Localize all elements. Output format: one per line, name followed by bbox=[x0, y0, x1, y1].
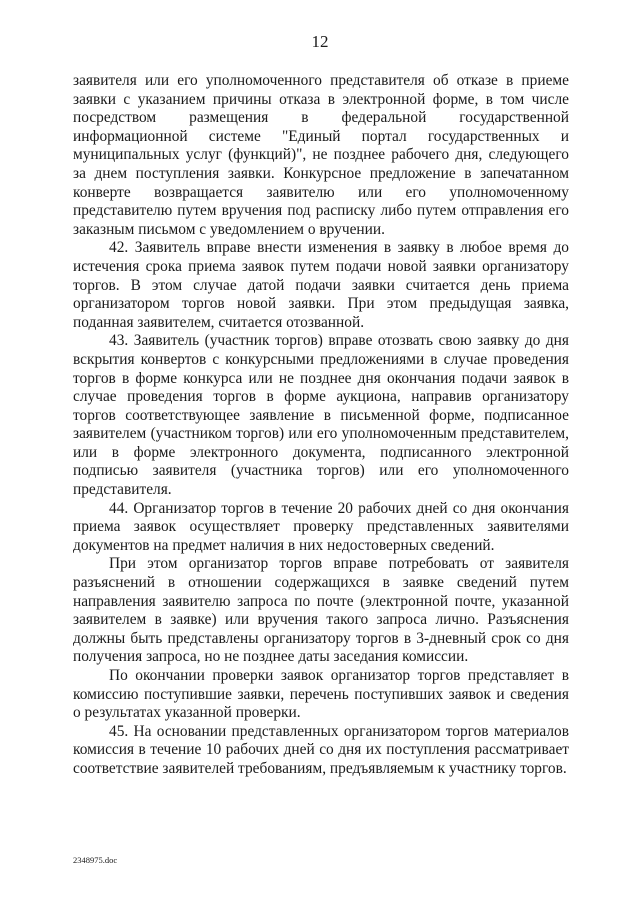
paragraph-44: 44. Организатор торгов в течение 20 рабочих дней со дня окончания приема заявок осуществляет проверку представленных заявителями документов на предмет наличия в них недостоверных сведений. bbox=[73, 499, 569, 554]
paragraph-43: 43. Заявитель (участник торгов) вправе отозвать свою заявку до дня вскрытия конвертов с конкурсными предложениями в случае проведения торгов в форме конкурса или не позднее дня окончания подачи заявок в случае проведения торгов в форме аукциона, направив организатору торгов соответствующее заявление в письменной форме, подписанное заявителем (участником торгов) или его уполномоченным представителем, или в форме электронного документа, подписанного электронной подписью заявителя (участника торгов) или его уполномоченного представителя. bbox=[73, 332, 569, 499]
paragraph-continuation: заявителя или его уполномоченного представителя об отказе в приеме заявки с указанием причины отказа в электронной форме, в том числе посредством размещения в федеральной государственной информационной системе "Единый портал государственных и муниципальных услуг (функций)", не позднее рабочего дня, следующего за днем поступления заявки. Конкурсное предложение в запечатанном конверте возвращается заявителю или его уполномоченному представителю путем вручения под расписку либо путем отправления его заказным письмом с уведомлением о вручении. bbox=[73, 72, 569, 238]
paragraph-45: 45. На основании представленных организатором торгов материалов комиссия в течение 10 рабочих дней со дня их поступления рассматривает соответствие заявителей требованиям, предъявляемым к участнику торгов. bbox=[73, 722, 569, 777]
document-footer: 2348975.doc bbox=[73, 855, 118, 865]
page-number: 12 bbox=[311, 32, 329, 51]
paragraph-44-review-results: По окончании проверки заявок организатор торгов представляет в комиссию поступившие заявки, перечень поступивших заявок и сведения о результатах указанной проверки. bbox=[73, 667, 569, 722]
paragraph-42: 42. Заявитель вправе внести изменения в заявку в любое время до истечения срока приема заявок путем подачи новой заявки организатору торгов. В этом случае датой подачи заявки считается день приема организатором торгов новой заявки. При этом предыдущая заявка, поданная заявителем, считается отозванной. bbox=[73, 239, 569, 331]
document-body bbox=[73, 72, 569, 779]
paragraph-44-clarification: При этом организатор торгов вправе потребовать от заявителя разъяснений в отношении содержащихся в заявке сведений путем направления заявителю запроса по почте (электронной почте, указанной заявителем в заявке) или вручения такого запроса лично. Разъяснения должны быть представлены организатору торгов в 3-дневный срок со дня получения запроса, но не позднее даты заседания комиссии. bbox=[73, 555, 569, 666]
